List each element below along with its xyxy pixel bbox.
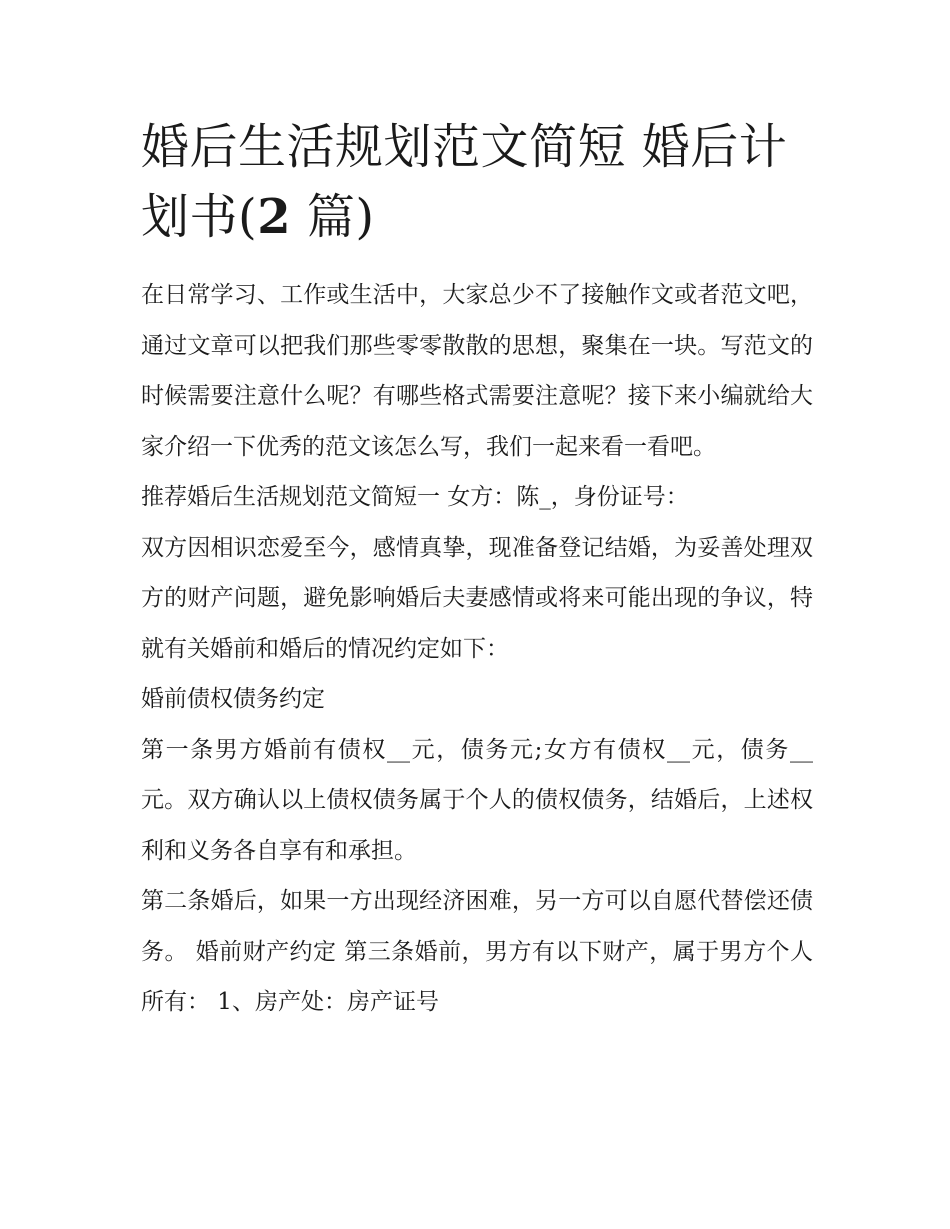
title-number: 2	[257, 189, 292, 245]
intro-paragraph: 在日常学习、工作或生活中，大家总少不了接触作文或者范文吧，通过文章可以把我们那些零零散散的思想，聚集在一块。写范文的时候需要注意什么呢？有哪些格式需要注意呢？接下来小编就给大家介绍一下优秀的范文该怎么写，我们一起来看一看吧。	[141, 282, 813, 460]
title-text-part1: 婚后生活规划范文简短 婚后计划书(	[141, 119, 788, 245]
article-one-paragraph: 第一条男方婚前有债权__元，债务元;女方有债权__元，债务__元。双方确认以上债权债务属于个人的债权债务，结婚后，上述权利和义务各自享有和承担。	[141, 736, 813, 864]
document-title	[141, 112, 813, 252]
agreement-intro-paragraph: 双方因相识恋爱至今，感情真挚，现准备登记结婚，为妥善处理双方的财产问题，避免影响婚后夫妻感情或将来可能出现的争议，特就有关婚前和婚后的情况约定如下：	[141, 534, 813, 662]
title-text-part2: 篇)	[291, 189, 375, 245]
document-body	[141, 270, 813, 1028]
recommend-paragraph: 推荐婚后生活规划范文简短一 女方：陈_，身份证号：	[141, 484, 689, 510]
section-heading-debts: 婚前债权债务约定	[141, 686, 325, 712]
document-content	[141, 112, 813, 1028]
article-two-three-paragraph: 第二条婚后，如果一方出现经济困难，另一方可以自愿代替偿还债务。 婚前财产约定 第三条婚前，男方有以下财产，属于男方个人所有： 1、房产处：房产证号	[141, 888, 813, 1015]
